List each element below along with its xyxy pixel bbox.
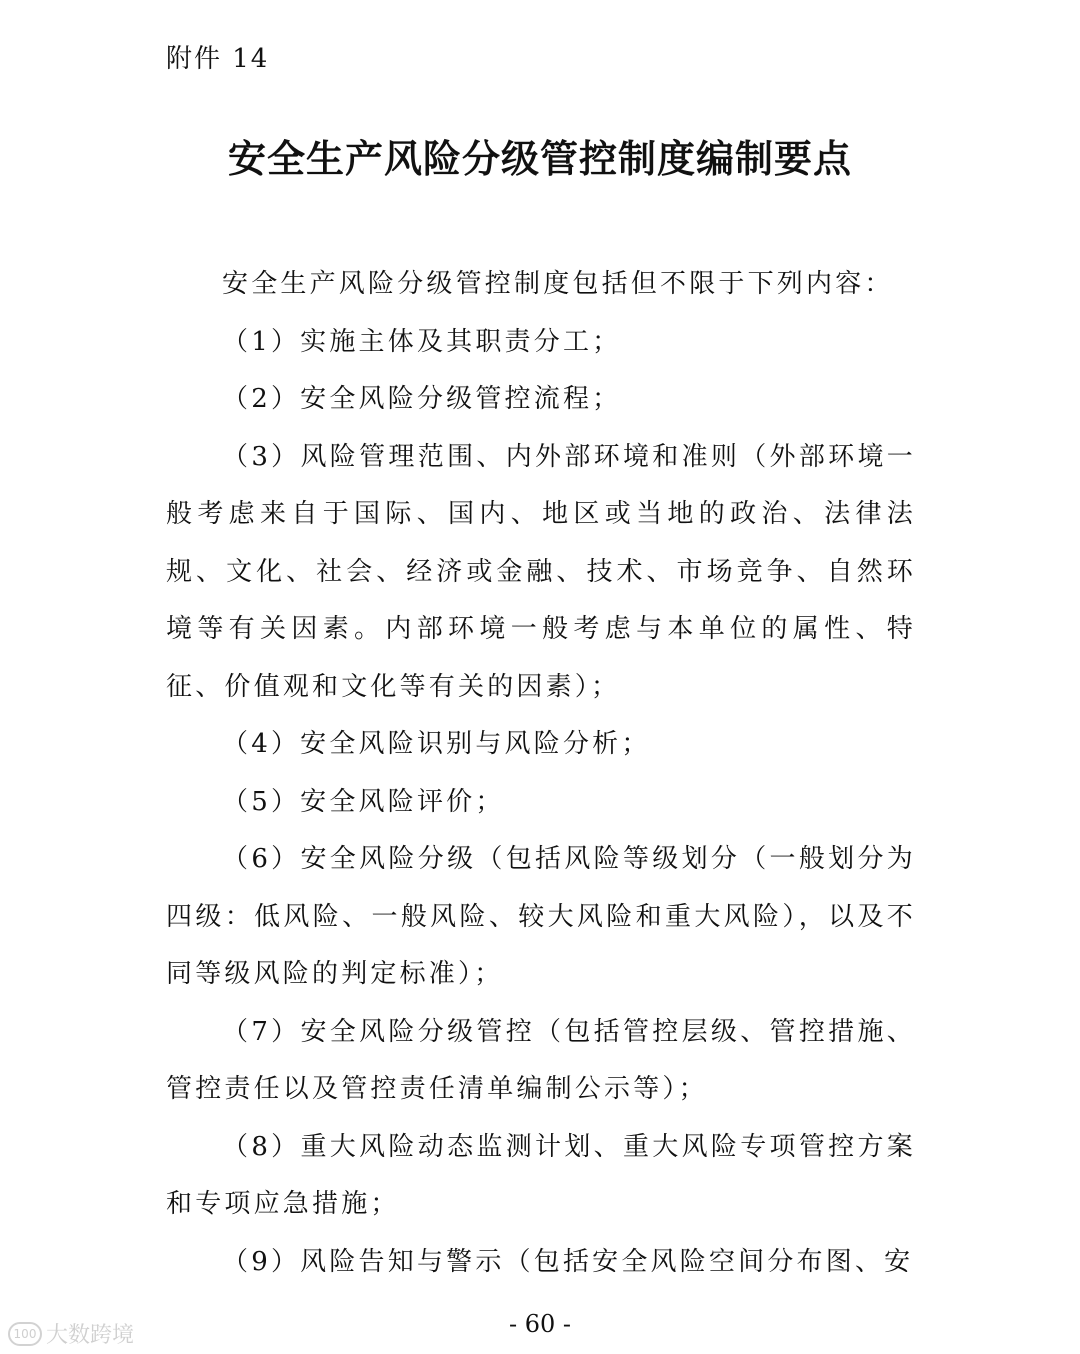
paragraph-item-6: （6）安全风险分级（包括风险等级划分（一般划分为四级：低风险、一般风险、较大风险和重大风险），以及不同等级风险的判定标准）； — [166, 844, 916, 989]
paragraph-item-4: （4）安全风险识别与风险分析； — [222, 729, 651, 759]
paragraph-item-7: （7）安全风险分级管控（包括管控层级、管控措施、管控责任以及管控责任清单编制公示等）； — [166, 1016, 916, 1104]
paragraph-item-3: （3）风险管理范围、内外部环境和准则（外部环境一般考虑来自于国际、国内、地区或当地的政治、法律法规、文化、社会、经济或金融、技术、市场竞争、自然环境等有关因素。内部环境一般考虑与本单位的属性、特征、价值观和文化等有关的因素）； — [166, 441, 916, 702]
document-title: 安全生产风险分级管控制度编制要点 — [227, 136, 852, 181]
paragraph-item-1: （1）实施主体及其职责分工； — [222, 326, 622, 357]
paragraph-item-9: （9）风险告知与警示（包括安全风险空间分布图、安 — [222, 1246, 914, 1277]
paragraph-item-8: （8）重大风险动态监测计划、重大风险专项管控方案和专项应急措施； — [166, 1131, 916, 1219]
paragraph-intro: 安全生产风险分级管控制度包括但不限于下列内容： — [222, 269, 894, 299]
watermark-text: 大数跨境 — [46, 1323, 135, 1348]
page-number: - 60 - — [508, 1310, 571, 1338]
document-body — [166, 256, 916, 1291]
watermark-logo-icon: 100 — [8, 1322, 42, 1346]
paragraph-item-2: （2）安全风险分级管控流程； — [222, 384, 622, 414]
watermark — [8, 1318, 134, 1349]
annex-label: 附件 14 — [166, 44, 270, 74]
paragraph-item-5: （5）安全风险评价； — [222, 786, 505, 817]
